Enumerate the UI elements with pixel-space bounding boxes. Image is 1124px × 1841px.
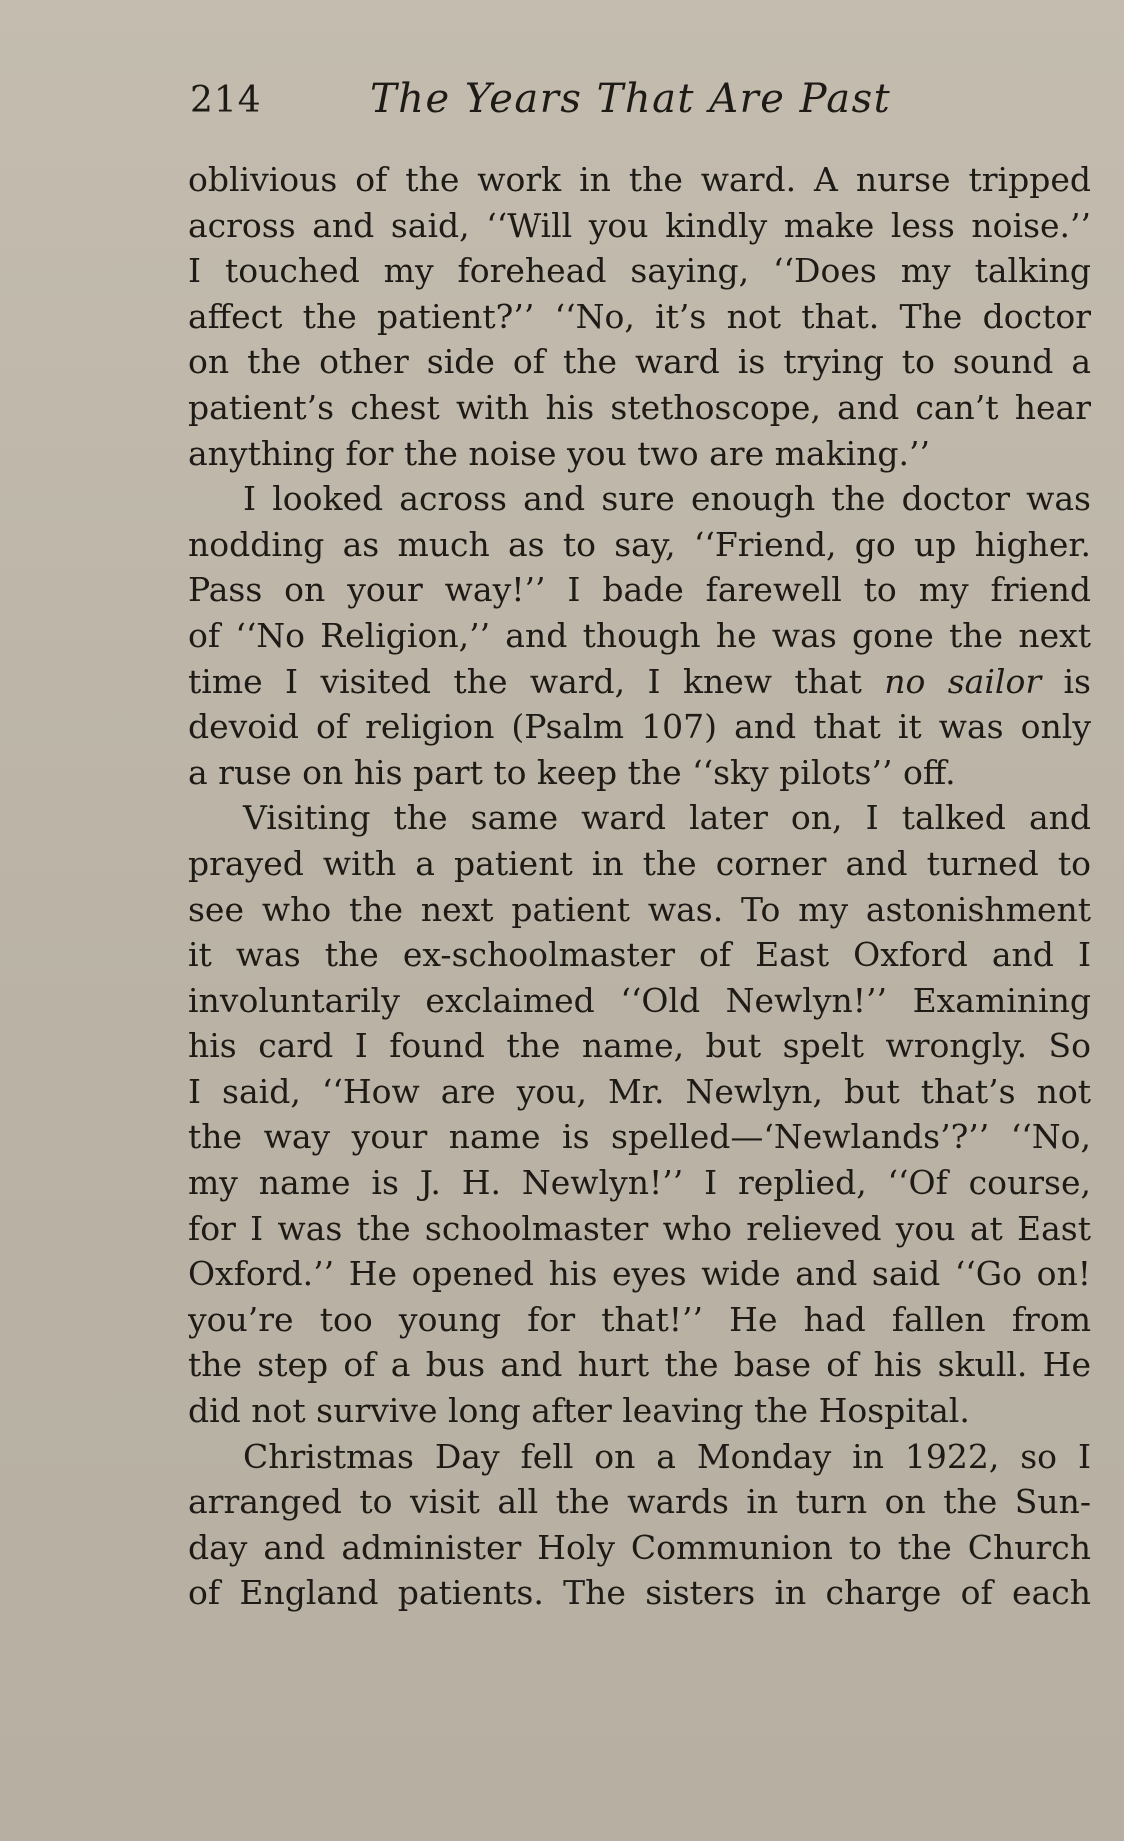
text-line: Visiting the same ward later on, I talked and xyxy=(243,798,1091,838)
text-line: Christmas Day fell on a Monday in 1922, so I xyxy=(243,1436,1091,1476)
text-line: of ‘‘No Religion,’’ and though he was gone the next xyxy=(188,615,1091,655)
text-line: the way your name is spelled—‘Newlands’?’’ ‘‘No, xyxy=(188,1117,1091,1157)
text-line: I looked across and sure enough the doctor was xyxy=(243,479,1091,519)
text-line: anything for the noise you two are making.’’ xyxy=(188,433,930,473)
text-line: involuntarily exclaimed ‘‘Old Newlyn!’’ Examining xyxy=(188,980,1091,1020)
text-line: you’re too young for that!’’ He had fallen from xyxy=(188,1299,1091,1339)
text-line: prayed with a patient in the corner and turned to xyxy=(188,843,1091,883)
text-line: Pass on your way!’’ I bade farewell to my friend xyxy=(188,570,1091,610)
text-line: on the other side of the ward is trying to sound a xyxy=(188,342,1091,382)
text-line: my name is J. H. Newlyn!’’ I replied, ‘‘Of course, xyxy=(188,1163,1091,1203)
text-line: affect the patient?’’ ‘‘No, it’s not that. The doctor xyxy=(188,296,1091,336)
text-line: I touched my forehead saying, ‘‘Does my talking xyxy=(188,251,1091,291)
text-line: oblivious of the work in the ward. A nurse tripped xyxy=(188,160,1091,199)
text-line: I said, ‘‘How are you, Mr. Newlyn, but that’s not xyxy=(188,1071,1091,1111)
text-line: nodding as much as to say, ‘‘Friend, go up higher. xyxy=(188,524,1091,564)
text-line: see who the next patient was. To my astonishment xyxy=(188,889,1091,929)
text-line: his card I found the name, but spelt wrongly. So xyxy=(188,1026,1091,1066)
text-line: for I was the schoolmaster who relieved you at East xyxy=(188,1208,1091,1248)
text-line: did not survive long after leaving the Hospital. xyxy=(188,1391,970,1431)
text-segment: time I visited the ward, I knew that xyxy=(188,661,885,701)
body-text xyxy=(188,157,1091,1616)
text-line: it was the ex-schoolmaster of East Oxford and I xyxy=(188,935,1091,975)
text-line: Oxford.’’ He opened his eyes wide and said ‘‘Go on! xyxy=(188,1254,1091,1294)
text-line xyxy=(188,659,1091,705)
text-line: across and said, ‘‘Will you kindly make less noise.’’ xyxy=(188,205,1091,245)
text-line: devoid of religion (Psalm 107) and that it was only xyxy=(188,707,1091,747)
emphasized-text: no sailor xyxy=(884,661,1042,701)
text-line: of England patients. The sisters in charge of each xyxy=(188,1573,1091,1613)
running-title: The Years That Are Past xyxy=(370,76,892,122)
text-line: a ruse on his part to keep the ‘‘sky pilots’’ off. xyxy=(188,752,956,792)
text-line: day and administer Holy Communion to the Church xyxy=(188,1527,1091,1567)
text-line: patient’s chest with his stethoscope, and can’t hear xyxy=(188,387,1091,427)
text-segment: is xyxy=(1041,661,1091,701)
text-line: arranged to visit all the wards in turn on the Sun- xyxy=(188,1482,1091,1522)
page-number: 214 xyxy=(190,80,262,121)
running-head xyxy=(190,72,1090,132)
text-line: the step of a bus and hurt the base of his skull. He xyxy=(188,1345,1091,1385)
